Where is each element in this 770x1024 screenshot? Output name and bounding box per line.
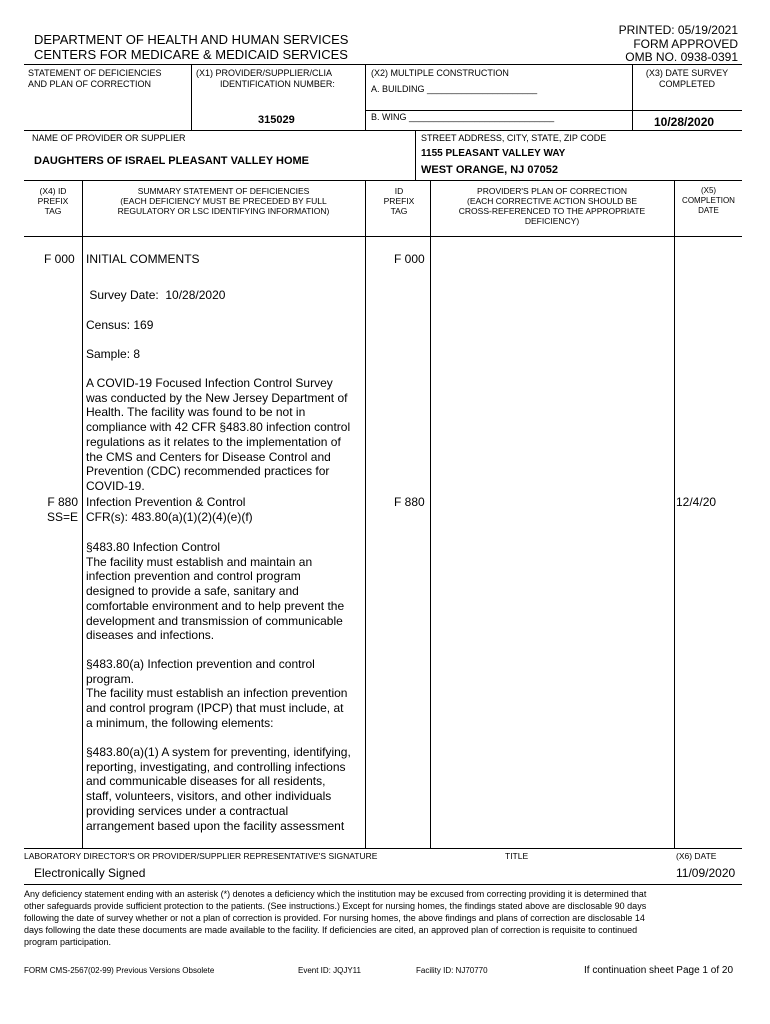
department-line-2: CENTERS FOR MEDICARE & MEDICAID SERVICES xyxy=(34,47,348,62)
x3-label: (X3) DATE SURVEY COMPLETED xyxy=(645,68,729,89)
provider-name: DAUGHTERS OF ISRAEL PLEASANT VALLEY HOME xyxy=(34,155,310,167)
address-label: STREET ADDRESS, CITY, STATE, ZIP CODE xyxy=(421,133,607,143)
facility-id: Facility ID: NJ70770 xyxy=(416,966,488,975)
sample: Sample: 8 xyxy=(86,347,141,361)
department-line-1: DEPARTMENT OF HEALTH AND HUMAN SERVICES xyxy=(34,32,349,47)
f880-prefix-tag: F 880 SS=E xyxy=(30,495,78,524)
f880-cfr: CFR(s): 483.80(a)(1)(2)(4)(e)(f) xyxy=(86,509,253,524)
divider xyxy=(430,180,431,848)
divider xyxy=(365,64,366,130)
building-label: A. BUILDING ______________________ xyxy=(371,84,538,94)
provider-number: 315029 xyxy=(258,114,295,126)
scope-severity: SS=E xyxy=(46,509,78,524)
x4-column-header: (X4) ID PREFIX TAG xyxy=(37,186,69,216)
disclaimer: Any deficiency statement ending with an asterisk (*) denotes a deficiency which the institution may be excused from correcting providing it is determined that other safeguards provide sufficient protection to the patients. (See instructions.) Except for nursing homes, the findings stated above are disclosable 90 days following the date of survey whether or not a plan of correction is provided. For nursing homes, the above findings and plans of correction are disclosable 14 days following the date these documents are made available to the facility. If deficiencies are cited, an approved plan of correction is requisite to continued program participation. xyxy=(24,889,647,947)
printed-date: PRINTED: 05/19/2021 xyxy=(618,23,738,37)
f880-title: Infection Prevention & Control CFR(s): 483.80(a)(1)(2)(4)(e)(f) xyxy=(86,495,253,524)
paragraph-483-80-a: §483.80(a) Infection prevention and control program. The facility must establish an infection prevention and control program (IPCP) that must include, at a minimum, the following elements: xyxy=(86,657,348,730)
summary-column-header: SUMMARY STATEMENT OF DEFICIENCIES (EACH DEFICIENCY MUST BE PRECEDED BY FULL REGULATORY OR LSC IDENTIFYING INFORMATION) xyxy=(117,186,330,216)
f000-title: INITIAL COMMENTS xyxy=(86,252,200,266)
divider xyxy=(24,180,742,181)
plan-column-header: PROVIDER'S PLAN OF CORRECTION (EACH CORRECTIVE ACTION SHOULD BE CROSS-REFERENCED TO THE APPROPRIATE DEFICIENCY) xyxy=(458,186,646,226)
f880-id-tag: F 880 xyxy=(394,495,425,509)
x1-label: (X1) PROVIDER/SUPPLIER/CLIA IDENTIFICATION NUMBER: xyxy=(196,68,335,89)
divider xyxy=(415,130,416,180)
signature-date: 11/09/2020 xyxy=(676,866,736,880)
divider xyxy=(82,180,83,848)
page-number: If continuation sheet Page 1 of 20 xyxy=(584,965,733,976)
wing-label: B. WING _____________________________ xyxy=(371,112,555,122)
divider xyxy=(191,64,192,130)
f000-prefix-tag: F 000 xyxy=(44,252,75,266)
x5-column-header: (X5) COMPLETION DATE xyxy=(682,186,735,215)
survey-date: Survey Date: 10/28/2020 xyxy=(86,288,226,302)
paragraph-483-80: §483.80 Infection Control The facility must establish and maintain an infection prevention and control program designed to provide a safe, sanitary and comfortable environment and to help prevent the development and transmission of communicable diseases and infections. xyxy=(86,540,345,643)
divider xyxy=(365,180,366,848)
census: Census: 169 xyxy=(86,318,154,332)
f000-id-tag: F 000 xyxy=(394,252,425,266)
divider xyxy=(365,110,632,111)
form-number: FORM CMS-2567(02-99) Previous Versions Obsolete xyxy=(24,966,215,975)
event-id: Event ID: JQJY11 xyxy=(298,966,361,975)
street-address: 1155 PLEASANT VALLEY WAY xyxy=(421,148,566,159)
id-column-header: ID PREFIX TAG xyxy=(383,186,415,216)
divider xyxy=(632,110,742,111)
divider xyxy=(24,236,742,237)
statement-label: STATEMENT OF DEFICIENCIES AND PLAN OF CORRECTION xyxy=(28,68,162,89)
signature-date-label: (X6) DATE xyxy=(676,851,717,861)
f880-completion-date: 12/4/20 xyxy=(676,495,717,509)
provider-name-label: NAME OF PROVIDER OR SUPPLIER xyxy=(32,133,186,143)
city-state-zip: WEST ORANGE, NJ 07052 xyxy=(421,164,558,176)
title-label: TITLE xyxy=(505,851,529,861)
x2-label: (X2) MULTIPLE CONSTRUCTION xyxy=(371,68,509,78)
paragraph-483-80-a-1: §483.80(a)(1) A system for preventing, identifying, reporting, investigating, and controlling infections and communicable diseases for all residents, staff, volunteers, visitors, and other individuals providing services under a contractual arrangement based upon the facility assessment xyxy=(86,745,351,833)
survey-completed-date: 10/28/2020 xyxy=(654,115,715,129)
omb-number: OMB NO. 0938-0391 xyxy=(625,50,738,64)
department-title xyxy=(34,32,348,62)
form-approval-block xyxy=(619,24,738,65)
form-approved: FORM APPROVED xyxy=(633,36,738,51)
intro-paragraph: A COVID-19 Focused Infection Control Survey was conducted by the New Jersey Department of Health. The facility was found to be not in compliance with 42 CFR §483.80 infection control regulations as it relates to the implementation of the CMS and Centers for Disease Control and Prevention (CDC) recommended practices for COVID-19. xyxy=(86,376,351,493)
divider xyxy=(24,130,742,131)
divider xyxy=(24,884,742,885)
signature-label: LABORATORY DIRECTOR'S OR PROVIDER/SUPPLIER REPRESENTATIVE'S SIGNATURE xyxy=(24,851,378,861)
electronic-signature: Electronically Signed xyxy=(34,866,146,880)
divider xyxy=(674,180,675,848)
divider xyxy=(24,848,742,849)
divider xyxy=(24,64,742,65)
